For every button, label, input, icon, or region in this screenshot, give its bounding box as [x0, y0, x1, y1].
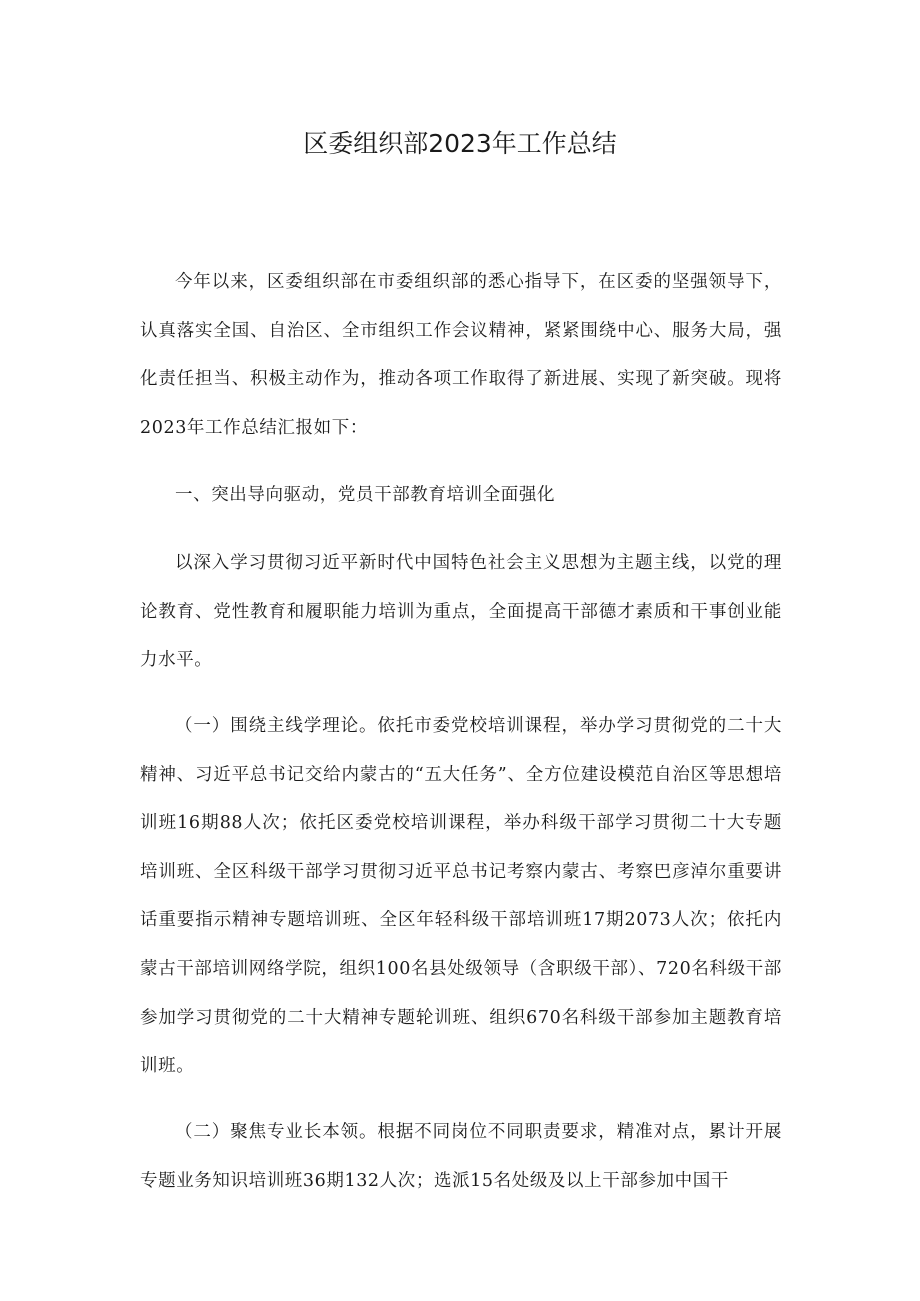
intro-paragraph: 今年以来，区委组织部在市委组织部的悉心指导下，在区委的坚强领导下，认真落实全国、自治区、全市组织工作会议精神，紧紧围绕中心、服务大局，强化责任担当、积极主动作为，推动各项工作取得了新进展、实现了新突破。现将2023年工作总结汇报如下：	[140, 272, 782, 438]
section-1-paragraph: 以深入学习贯彻习近平新时代中国特色社会主义思想为主题主线，以党的理论教育、党性教育和履职能力培训为重点，全面提高干部德才素质和干事创业能力水平。	[140, 553, 782, 671]
section-heading-1: 一、突出导向驱动，党员干部教育培训全面强化	[175, 485, 556, 505]
document-title: 区委组织部2023年工作总结	[303, 129, 617, 158]
subsection-1-paragraph: （一）围绕主线学理论。依托市委党校培训课程，举办学习贯彻党的二十大精神、习近平总书记交给内蒙古的“五大任务”、全方位建设模范自治区等思想培训班16期88人次；依托区委党校培训课程，举办科级干部学习贯彻二十大专题培训班、全区科级干部学习贯彻习近平总书记考察内蒙古、考察巴彦淖尔重要讲话重要指示精神专题培训班、全区年轻科级干部培训班17期2073人次；依托内蒙古干部培训网络学院，组织100名县处级领导（含职级干部）、720名科级干部参加学习贯彻党的二十大精神专题轮训班、组织670名科级干部参加主题教育培训班。	[140, 716, 782, 1077]
subsection-2-paragraph: （二）聚焦专业长本领。根据不同岗位不同职责要求，精准对点，累计开展专题业务知识培训班36期132人次；选派15名处级及以上干部参加中国干	[140, 1122, 782, 1191]
